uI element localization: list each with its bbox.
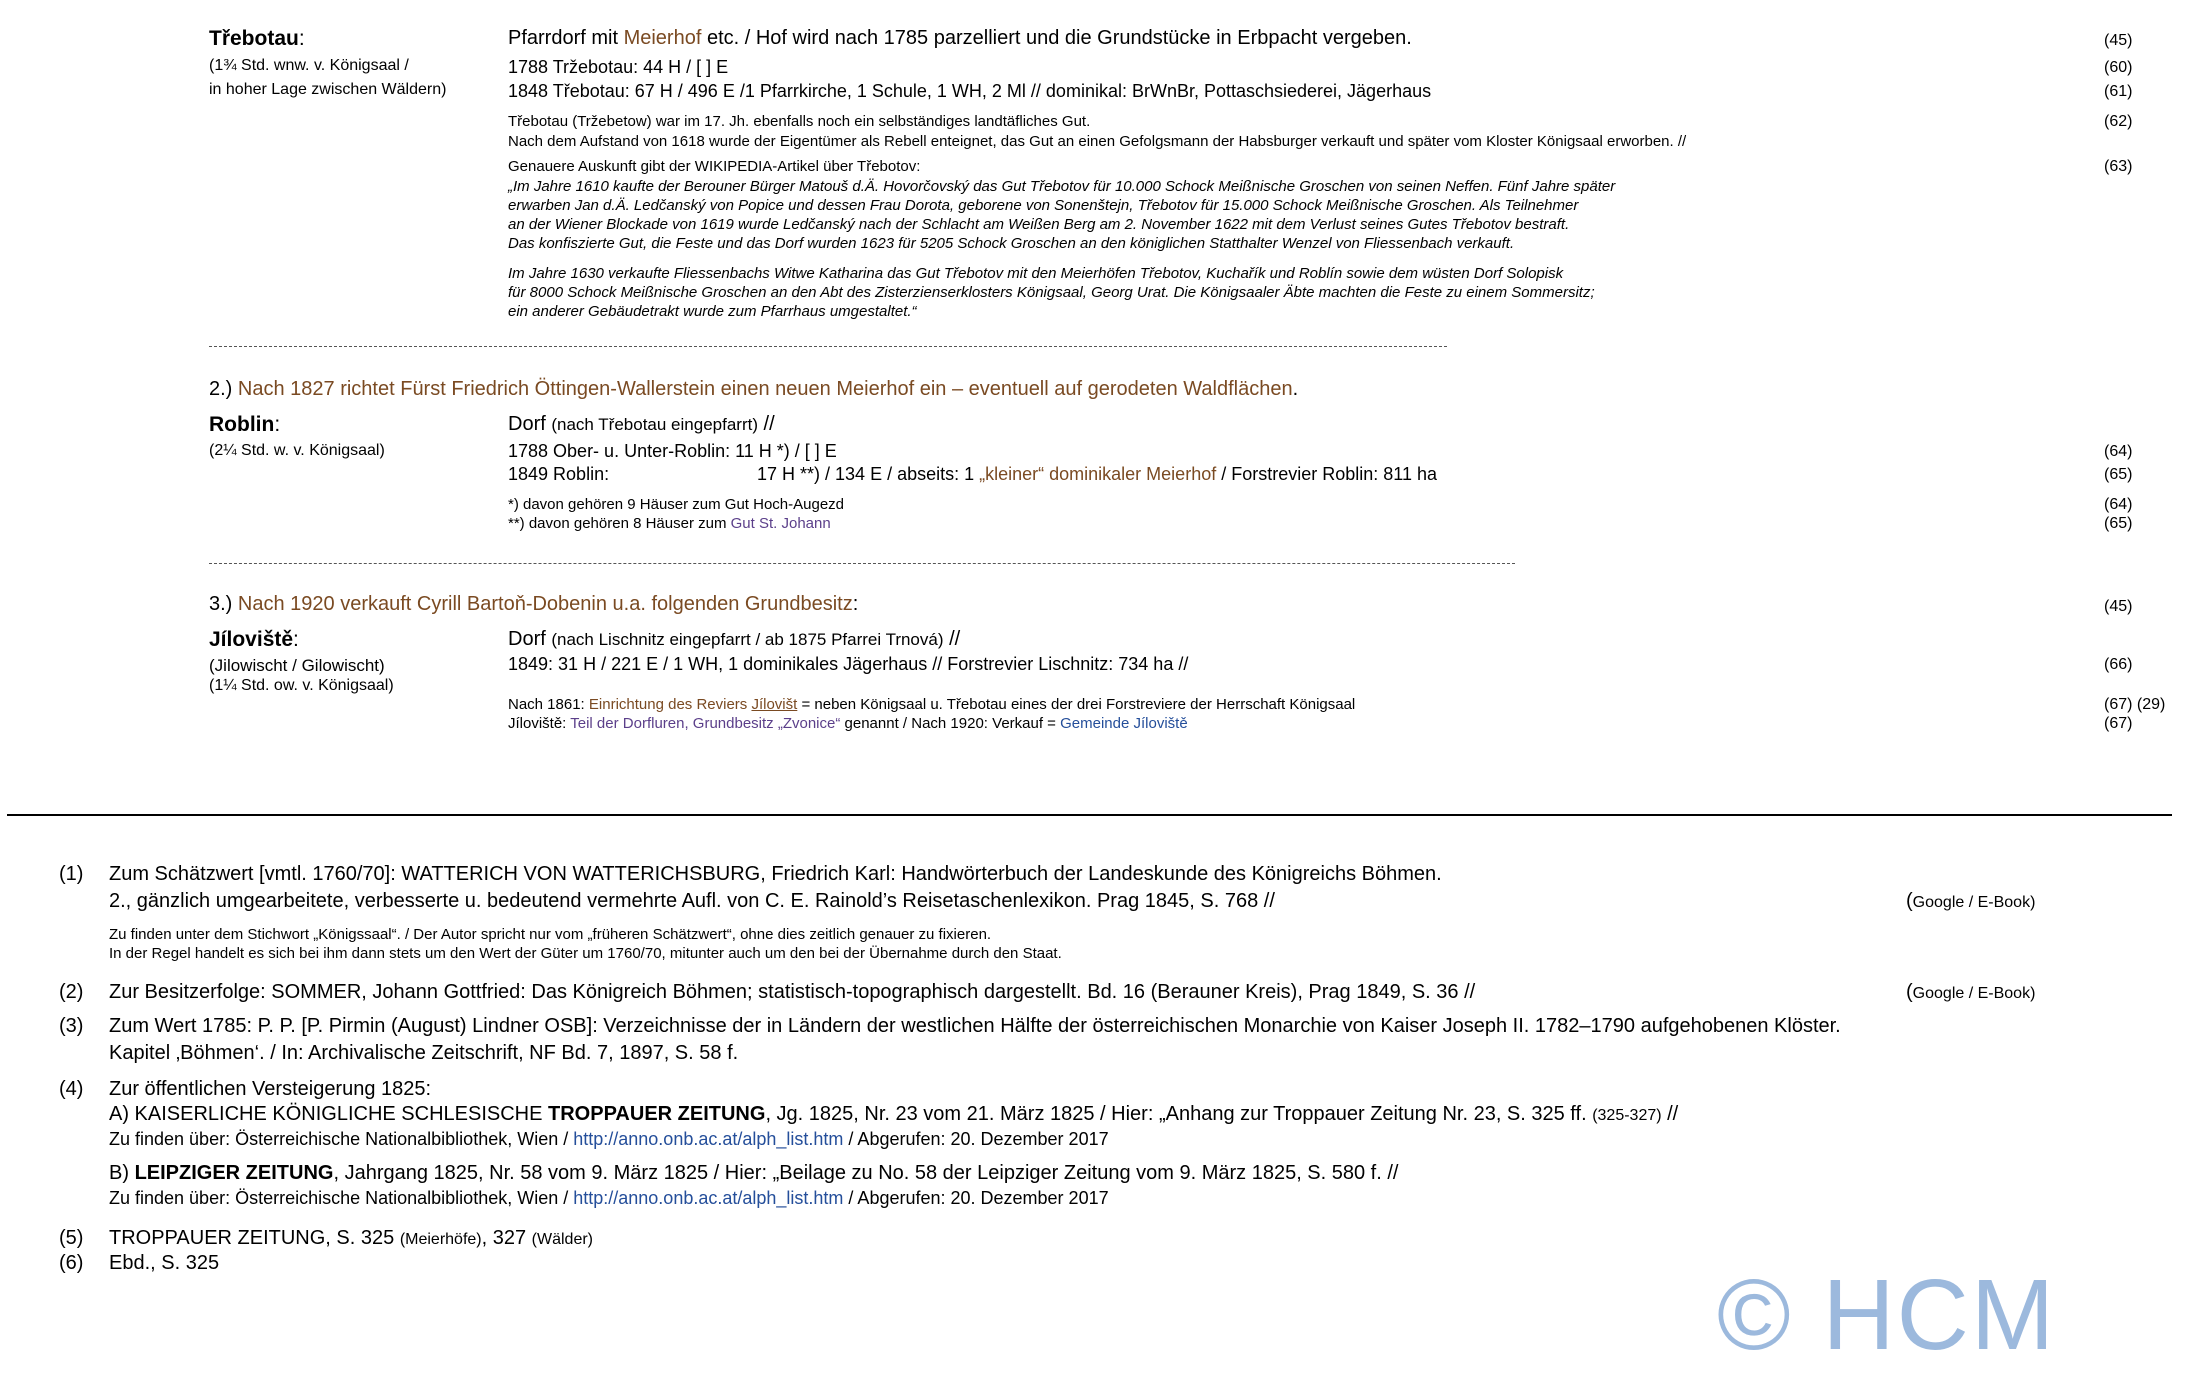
roblin-line2: 1788 Ober- u. Unter-Roblin: 11 H *) / [ ] E bbox=[508, 441, 837, 461]
footnote-3-line2: Kapitel ‚Böhmen‘. / In: Archivalische Zeitschrift, NF Bd. 7, 1897, S. 58 f. bbox=[109, 1042, 739, 1064]
footnote-number: (5) bbox=[59, 1227, 84, 1249]
ref: (64) bbox=[2104, 443, 2133, 460]
ref: (64) bbox=[2104, 496, 2133, 513]
footnote-number: (3) bbox=[59, 1015, 84, 1037]
section-divider bbox=[209, 563, 1515, 564]
jiloviste-note2: Jíloviště: Teil der Dorfluren, Grundbesitz „Zvonice“ genannt / Nach 1920: Verkauf = Gemeinde Jíloviště bbox=[508, 715, 1188, 732]
footnote-2-source: (Google / E-Book) bbox=[1906, 981, 2036, 1003]
jiloviste-note1: Nach 1861: Einrichtung des Reviers Jílovišt = neben Königsaal u. Třebotau eines der drei Forstreviere der Herrschaft Königsaal bbox=[508, 696, 1356, 713]
ref: (65) bbox=[2104, 466, 2133, 483]
footnote-number: (2) bbox=[59, 981, 84, 1003]
trebotau-note1: Třebotau (Tržebetow) war im 17. Jh. ebenfalls noch ein selbständiges landtäfliches Gut. bbox=[508, 113, 1091, 130]
ref: (45) bbox=[2104, 598, 2133, 615]
roblin-footnote: **) davon gehören 8 Häuser zum Gut St. Johann bbox=[508, 515, 831, 532]
section-heading-2: 2.) Nach 1827 richtet Fürst Friedrich Öttingen-Wallerstein einen neuen Meierhof ein – eventuell auf gerodeten Waldflächen. bbox=[209, 378, 1299, 400]
source-link[interactable]: http://anno.onb.ac.at/alph_list.htm bbox=[573, 1129, 844, 1149]
ref: (45) bbox=[2104, 32, 2133, 49]
ref: (61) bbox=[2104, 83, 2133, 100]
place-name-roblin: Roblin: bbox=[209, 413, 281, 436]
trebotau-line3: 1848 Třebotau: 67 H / 496 E /1 Pfarrkirche, 1 Schule, 1 WH, 2 Ml // dominikal: BrWnBr, Pottaschsiederei, Jägerhaus bbox=[508, 81, 1432, 101]
footnote-1-note1: Zu finden unter dem Stichwort „Königssaal“. / Der Autor spricht nur vom „früheren Schätzwert“, ohne dies zeitlich genauer zu fixieren. bbox=[109, 926, 992, 943]
source-link[interactable]: http://anno.onb.ac.at/alph_list.htm bbox=[573, 1188, 844, 1208]
footnote-separator bbox=[7, 814, 2172, 816]
ref: (63) bbox=[2104, 158, 2133, 175]
wiki-quote-line: an der Wiener Blockade von 1619 wurde Ledčanský nach der Schlacht am Weißen Berg am 2. November 1622 mit dem Verlust seines Gutes Třebotov bestraft. bbox=[508, 216, 1570, 233]
footnote-number: (6) bbox=[59, 1252, 84, 1274]
wiki-quote-line: Im Jahre 1630 verkaufte Fliessenbachs Witwe Katharina das Gut Třebotov mit den Meierhöfen Třebotov, Kuchařík und Roblín sowie dem wüsten Dorf Solopisk bbox=[508, 265, 1564, 282]
place-sub2: in hoher Lage zwischen Wäldern) bbox=[209, 81, 447, 98]
footnote-3-line1: Zum Wert 1785: P. P. [P. Pirmin (August) Lindner OSB]: Verzeichnisse der in Ländern der westlichen Hälfte der österreichischen Monarchie von Kaiser Joseph II. 1782–1790 aufgehobenen Klöster. bbox=[109, 1015, 1841, 1037]
wiki-quote-line: ein anderer Gebäudetrakt wurde zum Pfarrhaus umgestaltet.“ bbox=[508, 303, 917, 320]
trebotau-note2: Nach dem Aufstand von 1618 wurde der Eigentümer als Rebell enteignet, das Gut an einen Gefolgsmann der Habsburger verkauft und später vom Kloster Königsaal erworben. // bbox=[508, 133, 1687, 150]
ref: (67) (29) bbox=[2104, 696, 2166, 713]
wiki-quote-line: erwarben Jan d.Ä. Ledčanský von Popice und dessen Frau Dorota, geborene von Sonenštejn, Třebotov für 15.000 Schock Meißnische Groschen. Als Teilnehmer bbox=[508, 197, 1579, 214]
ref: (67) bbox=[2104, 715, 2133, 732]
footnote-1-note2: In der Regel handelt es sich bei ihm dann stets um den Wert der Güter um 1760/70, mitunter auch um den bei der Übernahme durch den Staat. bbox=[109, 945, 1062, 962]
wiki-heading: Genauere Auskunft gibt der WIKIPEDIA-Artikel über Třebotov: bbox=[508, 158, 921, 175]
trebotau-line2: 1788 Tržebotau: 44 H / [ ] E bbox=[508, 57, 729, 77]
wiki-quote-line: „Im Jahre 1610 kaufte der Berouner Bürger Matouš d.Ä. Hovorčovský das Gut Třebotov für 10.000 Schock Meißnische Groschen von seinen Neffen. Fünf Jahre später bbox=[508, 178, 1616, 195]
footnote-4-b: B) LEIPZIGER ZEITUNG, Jahrgang 1825, Nr. 58 vom 9. März 1825 / Hier: „Beilage zu No. 58 der Leipziger Zeitung vom 9. März 1825, S. 580 f. // bbox=[109, 1162, 1399, 1184]
trebotau-line1: Pfarrdorf mit Meierhof etc. / Hof wird nach 1785 parzelliert und die Grundstücke in Erbpacht vergeben. bbox=[508, 27, 1412, 49]
footnote-1-source: (Google / E-Book) bbox=[1906, 890, 2036, 912]
footnote-6-text: Ebd., S. 325 bbox=[109, 1252, 220, 1274]
ref: (62) bbox=[2104, 113, 2133, 130]
footnote-4-a: A) KAISERLICHE KÖNIGLICHE SCHLESISCHE TROPPAUER ZEITUNG, Jg. 1825, Nr. 23 vom 21. März 1825 / Hier: „Anhang zur Troppauer Zeitung Nr. 23, S. 325 ff. (325-327) // bbox=[109, 1103, 1679, 1125]
roblin-line3-detail: 17 H **) / 134 E / abseits: 1 „kleiner“ dominikaler Meierhof / Forstrevier Roblin: 811 ha bbox=[757, 464, 1437, 484]
ref: (66) bbox=[2104, 656, 2133, 673]
footnote-1-line2: 2., gänzlich umgearbeitete, verbesserte u. bedeutend vermehrte Aufl. von C. E. Rainold’s Reisetaschenlexikon. Prag 1845, S. 768 // bbox=[109, 890, 1275, 912]
place-sub2: (1¼ Std. ow. v. Königsaal) bbox=[209, 677, 394, 694]
jiloviste-line2: 1849: 31 H / 221 E / 1 WH, 1 dominikales Jägerhaus // Forstrevier Lischnitz: 734 ha // bbox=[508, 654, 1189, 674]
section-heading-3: 3.) Nach 1920 verkauft Cyrill Bartoň-Dobenin u.a. folgenden Grundbesitz: bbox=[209, 593, 859, 615]
place-sub1: (2¼ Std. w. v. Königsaal) bbox=[209, 442, 385, 459]
roblin-line3: 1849 Roblin: bbox=[508, 464, 610, 484]
footnote-5-text: TROPPAUER ZEITUNG, S. 325 (Meierhöfe), 327 (Wälder) bbox=[109, 1227, 594, 1249]
wiki-quote-line: Das konfiszierte Gut, die Feste und das Dorf wurden 1623 für 5205 Schock Groschen an den königlichen Statthalter Wenzel von Fliessenbach verkauft. bbox=[508, 235, 1515, 252]
jiloviste-line1: Dorf (nach Lischnitz eingepfarrt / ab 1875 Pfarrei Trnová) // bbox=[508, 628, 961, 650]
ref: (65) bbox=[2104, 515, 2133, 532]
footnote-4-a-source: Zu finden über: Österreichische Nationalbibliothek, Wien / http://anno.onb.ac.at/alph_list.htm / Abgerufen: 20. Dezember 2017 bbox=[109, 1129, 1109, 1149]
place-sub1: (Jilowischt / Gilowischt) bbox=[209, 656, 385, 675]
place-name-trebotau: Třebotau: bbox=[209, 27, 305, 50]
copyright-watermark: © HCM bbox=[1717, 1259, 2057, 1371]
wiki-quote-line: für 8000 Schock Meißnische Groschen an den Abt des Zisterzienserklosters Königsaal, Georg Urat. Die Königsaaler Äbte machten die Feste zu einem Sommersitz; bbox=[508, 284, 1595, 301]
place-name-jiloviste: Jíloviště: bbox=[209, 628, 299, 651]
roblin-line1: Dorf (nach Třebotau eingepfarrt) // bbox=[508, 413, 775, 435]
section-divider bbox=[209, 346, 1447, 347]
footnote-2-line1: Zur Besitzerfolge: SOMMER, Johann Gottfried: Das Königreich Böhmen; statistisch-topographisch dargestellt. Bd. 16 (Berauner Kreis), Prag 1849, S. 36 // bbox=[109, 981, 1476, 1003]
footnote-number: (1) bbox=[59, 863, 84, 885]
place-sub1: (1¾ Std. wnw. v. Königsaal / bbox=[209, 57, 409, 74]
roblin-footnote: *) davon gehören 9 Häuser zum Gut Hoch-Augezd bbox=[508, 496, 845, 513]
footnote-number: (4) bbox=[59, 1078, 84, 1100]
ref: (60) bbox=[2104, 59, 2133, 76]
footnote-4-line1: Zur öffentlichen Versteigerung 1825: bbox=[109, 1078, 432, 1100]
footnote-4-b-source: Zu finden über: Österreichische Nationalbibliothek, Wien / http://anno.onb.ac.at/alph_list.htm / Abgerufen: 20. Dezember 2017 bbox=[109, 1188, 1109, 1208]
footnote-1-line1: Zum Schätzwert [vmtl. 1760/70]: WATTERICH VON WATTERICHSBURG, Friedrich Karl: Handwörterbuch der Landeskunde des Königreichs Böhmen. bbox=[109, 863, 1442, 885]
